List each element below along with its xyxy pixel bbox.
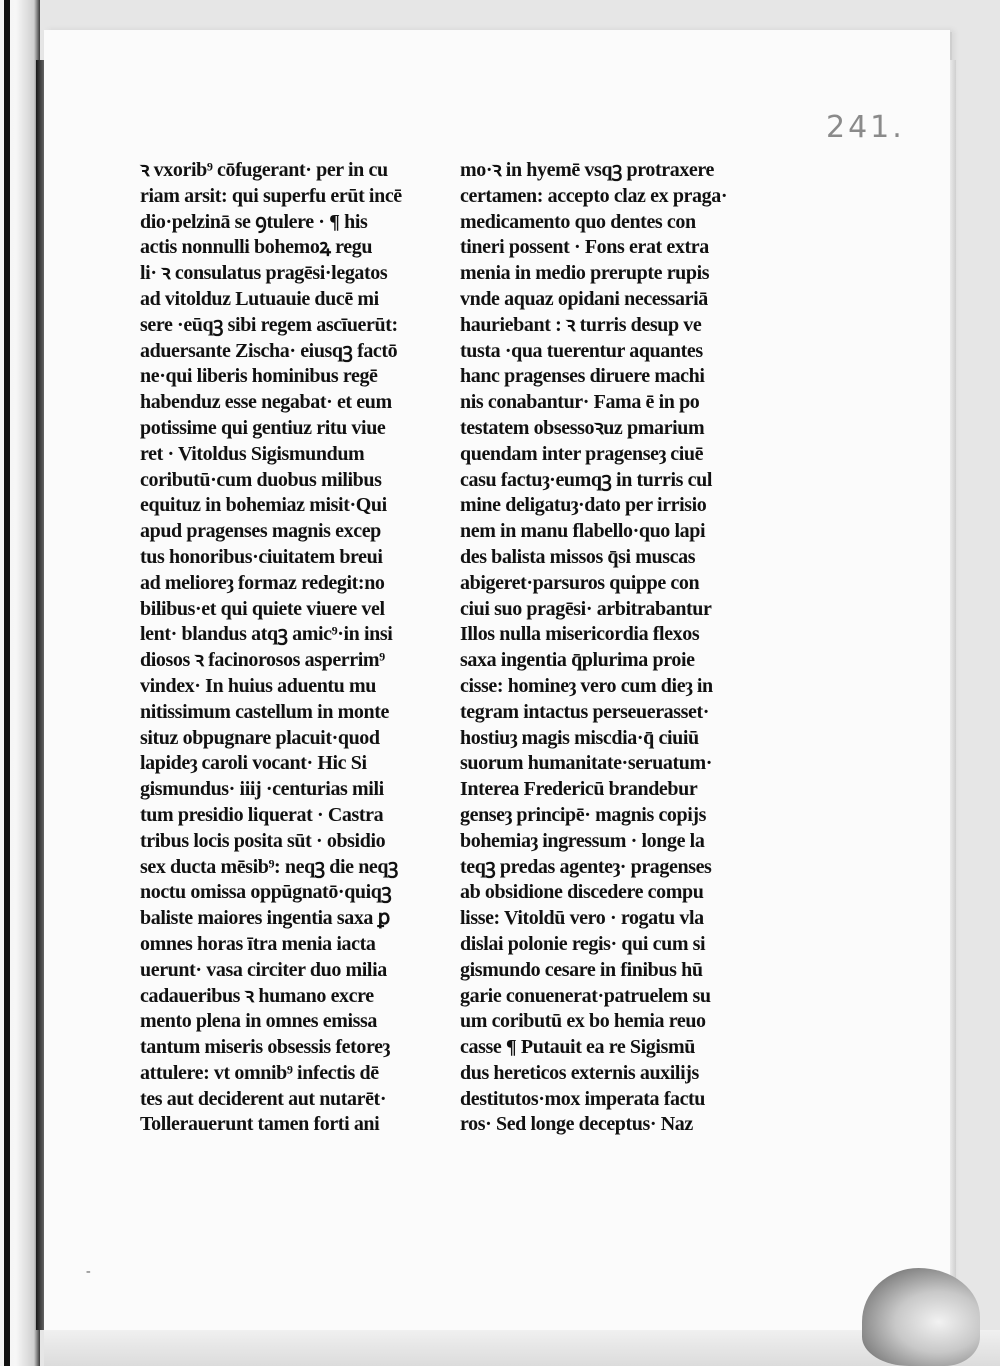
text-line: tegram intactus perseuerasset·: [460, 700, 710, 723]
text-line: teqꝫ predas agenteȝ· pragenses: [460, 855, 712, 878]
text-line: hauriebant : ꝛ turris desup ve: [460, 313, 702, 336]
text-line: mento plena in omnes emissa: [140, 1010, 377, 1033]
text-line: ne·qui liberis hominibus regē: [140, 365, 378, 388]
text-column-left: [140, 158, 440, 1138]
facing-page-shadow: [4, 0, 10, 1366]
text-line: diosos ꝛ facinorosos asperrim⁹: [140, 649, 385, 672]
text-line: ad melioreȝ formaz redegit:no: [140, 571, 385, 594]
text-line: nem in manu flabello·quo lapi: [460, 520, 706, 543]
text-line: mo·ꝛ in hyemē vsqꝫ protraxere: [460, 159, 714, 181]
text-line: baliste maiores ingentia saxa ꝑ: [140, 907, 390, 930]
folio-number: 241.: [826, 110, 905, 145]
text-line: tes aut deciderent aut nutarēt·: [140, 1087, 387, 1110]
text-line: genseȝ principē· magnis copijs: [460, 803, 707, 826]
text-line: gismundus· iiij ·centurias mili: [140, 778, 384, 801]
text-column-right: [460, 158, 760, 1138]
text-line: aduersante Zischa· eiusqꝫ factō: [140, 339, 398, 362]
text-line: gismundo cesare in finibus hū: [460, 958, 703, 981]
text-line: dus hereticos externis auxilijs: [460, 1061, 699, 1084]
text-line: coributū·cum duobus milibus: [140, 468, 382, 491]
text-line: bilibus·et qui quiete viuere vel: [140, 597, 385, 620]
text-line: lisse: Vitoldū vero · rogatu vla: [460, 907, 704, 930]
text-line: sex ducta mēsib⁹: neqꝫ die neqꝫ: [140, 855, 398, 878]
text-line: ad vitolduz Lutuauie ducē mi: [140, 287, 379, 310]
text-line: nis conabantur· Fama ē in po: [460, 391, 700, 414]
text-line: lapideȝ caroli vocant· Hic Si: [140, 752, 367, 775]
text-line: tineri possent · Fons erat extra: [460, 236, 709, 259]
text-line: vnde aquaz opidani necessariā: [460, 287, 708, 310]
text-line: testatem obsessoꝛuz pmarium: [460, 416, 705, 439]
text-line: tribus locis posita sūt · obsidio: [140, 829, 386, 852]
text-line: potissime qui gentiuz ritu viue: [140, 416, 386, 439]
text-line: ret · Vitoldus Sigismundum: [140, 442, 365, 465]
text-line: riam arsit: qui superfu erūt incē: [140, 184, 402, 207]
text-line: sere ·eūqꝫ sibi regem ascīuerūt:: [140, 313, 398, 336]
text-line: Tollerauerunt tamen forti ani: [140, 1113, 380, 1136]
text-line: dislai polonie regis· qui cum si: [460, 932, 706, 955]
text-line: attulere: vt omnib⁹ infectis dē: [140, 1061, 379, 1084]
text-line: quendam inter pragenseȝ ciuē: [460, 442, 704, 465]
text-line: hostiuȝ magis miscdia·q̄ ciuiū: [460, 726, 699, 749]
text-line: Interea Fredericū brandebur: [460, 778, 698, 801]
text-line: ros· Sed longe deceptus· Naz: [460, 1113, 693, 1136]
page-right-edge: [950, 60, 956, 1330]
text-line: suorum humanitate·seruatum·: [460, 752, 712, 775]
text-line: abigeret·parsuros quippe con: [460, 571, 700, 594]
holder-thumb: [862, 1268, 980, 1366]
text-line: hanc pragenses diruere machi: [460, 365, 705, 388]
text-line: mine deligatuȝ·dato per irrisio: [460, 494, 707, 517]
text-line: tus honoribus·ciuitatem breui: [140, 545, 383, 568]
text-line: nitissimum castellum in monte: [140, 700, 389, 723]
text-line: ꝛ vxorib⁹ cōfugerant· per in cu: [140, 159, 388, 181]
text-line: um coributū ex bo hemia reuo: [460, 1010, 706, 1033]
text-line: habenduz esse negabat· et eum: [140, 391, 392, 414]
text-line: li· ꝛ consulatus pragēsi·legatos: [140, 262, 388, 285]
text-line: apud pragenses magnis excep: [140, 520, 381, 543]
text-line: destitutos·mox imperata factu: [460, 1087, 706, 1110]
text-line: cisse: homineȝ vero cum dieȝ in: [460, 674, 713, 697]
text-line: dio·pelzinā se ꝯtulere · ¶ his: [140, 210, 368, 233]
text-line: ab obsidione discedere compu: [460, 881, 704, 904]
text-line: lent· blandus atqꝫ amic⁹·in insi: [140, 623, 393, 646]
text-line: tum presidio liquerat · Castra: [140, 803, 384, 826]
margin-mark: -: [86, 1264, 91, 1279]
text-line: medicamento quo dentes con: [460, 210, 696, 233]
text-line: vindex· In huius aduentu mu: [140, 674, 376, 697]
text-line: certamen: accepto claz ex praga·: [460, 184, 728, 207]
text-line: noctu omissa oppūgnatō·quiqꝫ: [140, 881, 392, 904]
text-line: tusta ·qua tuerentur aquantes: [460, 339, 703, 362]
text-line: tantum miseris obsessis fetoreȝ: [140, 1036, 390, 1059]
page-bottom-edge: [44, 1330, 1000, 1366]
text-line: omnes horas ītra menia iacta: [140, 932, 376, 955]
text-line: casse ¶ Putauit ea re Sigismū: [460, 1036, 695, 1059]
text-line: ciui suo pragēsi· arbitrabantur: [460, 597, 712, 620]
text-line: Illos nulla misericordia flexos: [460, 623, 700, 646]
text-line: des balista missos q̄si muscas: [460, 545, 696, 568]
text-line: cadaueribus ꝛ humano excre: [140, 984, 374, 1007]
text-line: saxa ingentia q̄plurima proie: [460, 649, 695, 672]
text-line: actis nonnulli bohemoꝝ regu: [140, 236, 373, 259]
text-line: bohemiaȝ ingressum · longe la: [460, 829, 705, 852]
text-line: equituz in bohemiaz misit·Qui: [140, 494, 387, 517]
text-line: casu factuȝ·eumqꝫ in turris cul: [460, 468, 712, 491]
text-line: situz obpugnare placuit·quod: [140, 726, 380, 749]
text-line: menia in medio prerupte rupis: [460, 262, 710, 285]
text-line: garie conuenerat·patruelem su: [460, 984, 711, 1007]
text-line: uerunt· vasa circiter duo milia: [140, 958, 387, 981]
